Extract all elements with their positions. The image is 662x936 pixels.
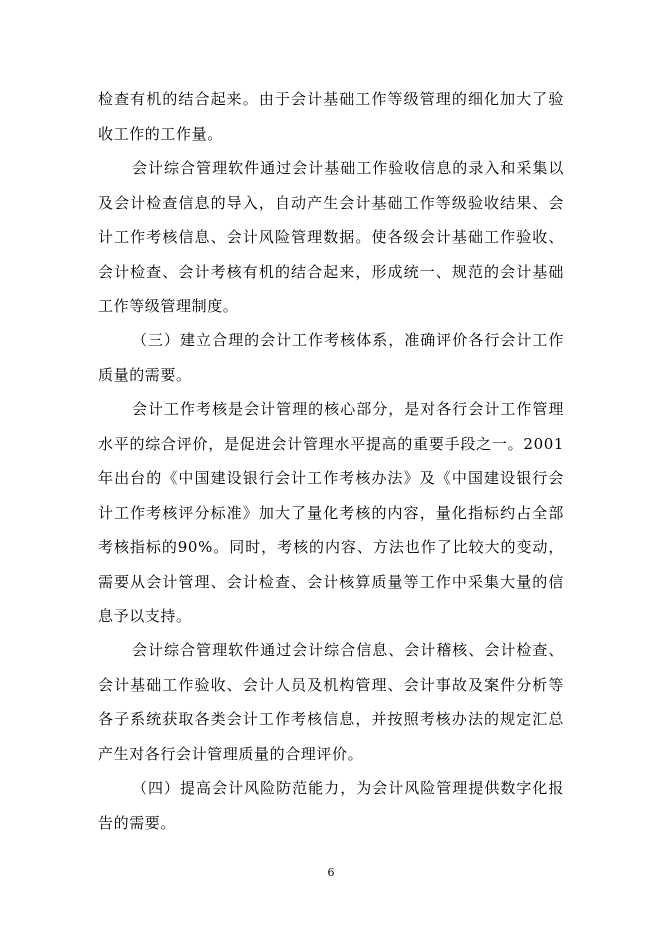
paragraph-assessment: 会计工作考核是会计管理的核心部分，是对各行会计工作管理水平的综合评价，是促进会计管理水平提高的重要手段之一。2001年出台的《中国建设银行会计工作考核办法》及《中国建设银行会计工作考核评分标准》加大了量化考核的内容，量化指标约占全部考核指标的90%。同时，考核的内容、方法也作了比较大的变动，需要从会计管理、会计检查、会计核算质量等工作中采集大量的信息予以支持。 bbox=[98, 400, 564, 625]
section-heading-three: （三）建立合理的会计工作考核体系，准确评价各行会计工作质量的需要。 bbox=[98, 331, 564, 384]
page-number: 6 bbox=[327, 866, 335, 879]
section-heading-four: （四）提高会计风险防范能力，为会计风险管理提供数字化报告的需要。 bbox=[98, 779, 564, 832]
paragraph-software-assessment: 会计综合管理软件通过会计综合信息、会计稽核、会计检查、会计基础工作验收、会计人员及机构管理、会计事故及案件分析等各子系统获取各类会计工作考核信息，并按照考核办法的规定汇总产生对各行会计管理质量的合理评价。 bbox=[98, 641, 564, 763]
paragraph-continuation: 检查有机的结合起来。由于会计基础工作等级管理的细化加大了验收工作的工作量。 bbox=[98, 90, 564, 143]
paragraph-software-acceptance: 会计综合管理软件通过会计基础工作验收信息的录入和采集以及会计检查信息的导入，自动产生会计基础工作等级验收结果、会计工作考核信息、会计风险管理数据。使各级会计基础工作验收、会计检查、会计考核有机的结合起来，形成统一、规范的会计基础工作等级管理制度。 bbox=[98, 159, 564, 315]
